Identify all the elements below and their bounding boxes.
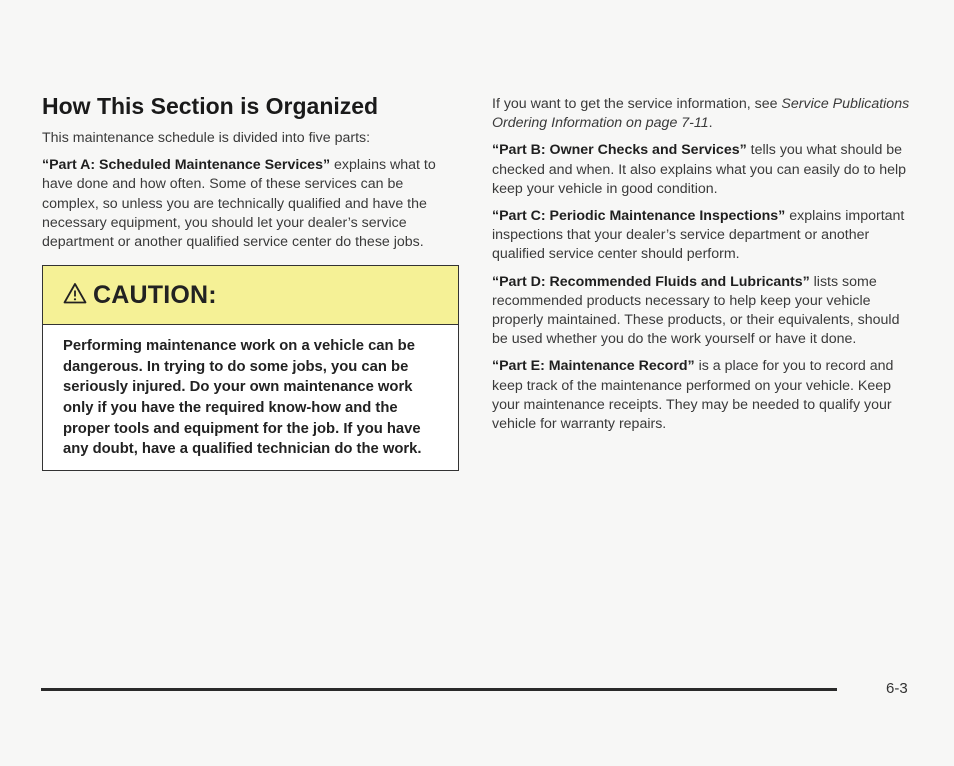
service-info-paragraph xyxy=(492,95,914,133)
part-a-text: explains what to have done and how often. Some of these services can be complex, so unless you are technically qualified and have the necessary equipment, you should let your dealer’s service department or another qualified service center do these jobs. xyxy=(42,157,436,251)
part-e-paragraph xyxy=(492,357,914,434)
footer-rule xyxy=(41,688,837,691)
part-d-text: lists some recommended products necessary to help keep your vehicle properly maintained. These products, or their equivalents, should be used whether you do the work yourself or have it done. xyxy=(492,273,900,348)
caution-title: CAUTION: xyxy=(93,280,217,309)
part-e-title: “Part E: Maintenance Record” xyxy=(492,358,695,375)
part-c-title: “Part C: Periodic Maintenance Inspections” xyxy=(492,208,786,225)
caution-header xyxy=(43,266,458,325)
left-column xyxy=(42,92,460,471)
part-c-paragraph xyxy=(492,207,914,265)
part-d-title: “Part D: Recommended Fluids and Lubricants” xyxy=(492,273,810,290)
part-e-text: is a place for you to record and keep track of the maintenance performed on your vehicle. Keep your maintenance receipts. They may be needed to qualify your vehicle for warranty repairs. xyxy=(492,358,894,433)
part-b-paragraph xyxy=(492,141,914,199)
part-c-text: explains important inspections that your dealer’s service department or another qualified service center should perform. xyxy=(492,208,905,263)
warning-triangle-icon xyxy=(63,282,87,309)
service-info-reference: Service Publications Ordering Information on page 7-11 xyxy=(492,96,910,132)
service-info-suffix: . xyxy=(708,115,713,132)
section-heading: How This Section is Organized xyxy=(42,93,379,119)
part-a-title: “Part A: Scheduled Maintenance Services” xyxy=(42,157,331,174)
intro-paragraph: This maintenance schedule is divided into five parts: xyxy=(42,130,371,146)
service-info-prefix: If you want to get the service information, see xyxy=(492,96,782,112)
part-b-text: tells you what should be checked and when. It also explains what you can easily do to help keep your vehicle in good condition. xyxy=(492,142,907,197)
part-d-paragraph xyxy=(492,273,914,350)
right-column xyxy=(492,95,914,442)
caution-box xyxy=(42,265,459,471)
part-b-title: “Part B: Owner Checks and Services” xyxy=(492,142,747,159)
part-a-paragraph xyxy=(42,156,460,252)
caution-body: Performing maintenance work on a vehicle can be dangerous. In trying to do some jobs, you can be seriously injured. Do your own maintenance work only if you have the required know-how and the proper tools and equipment for the job. If you have any doubt, have a qualified technician do the work. xyxy=(63,338,422,458)
page-number: 6-3 xyxy=(886,680,908,697)
